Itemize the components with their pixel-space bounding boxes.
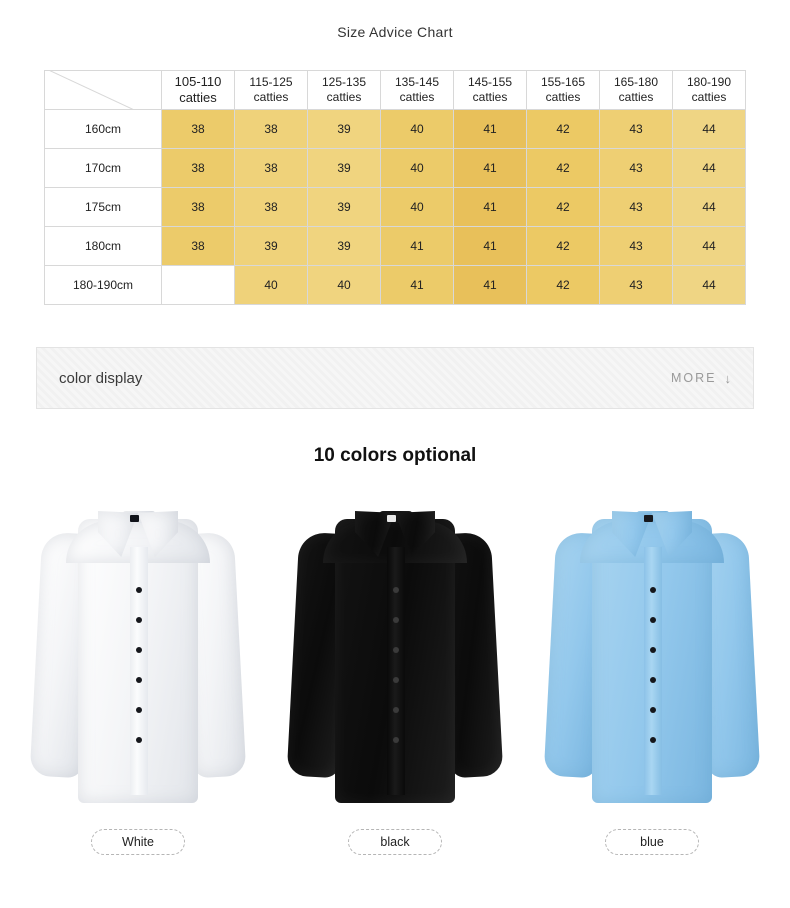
button-icon <box>136 707 142 713</box>
column-header-3: 135-145 catties <box>381 71 454 110</box>
cell-2-3: 40 <box>381 188 454 227</box>
cell-0-1: 38 <box>235 110 308 149</box>
product-caption-black: black <box>348 829 442 855</box>
shirt-placket <box>387 547 405 795</box>
row-label-0: 160cm <box>45 110 162 149</box>
button-icon <box>136 617 142 623</box>
brand-tag-icon <box>644 515 653 522</box>
cell-3-7: 44 <box>673 227 746 266</box>
cell-2-1: 38 <box>235 188 308 227</box>
page-title: Size Advice Chart <box>337 24 453 40</box>
cell-2-6: 43 <box>600 188 673 227</box>
table-corner-cell <box>45 71 162 110</box>
cell-2-2: 39 <box>308 188 381 227</box>
cell-1-0: 38 <box>162 149 235 188</box>
cell-0-5: 42 <box>527 110 600 149</box>
size-chart-section <box>44 70 746 305</box>
product-caption-blue: blue <box>605 829 699 855</box>
button-icon <box>650 587 656 593</box>
row-label-1: 170cm <box>45 149 162 188</box>
cell-4-6: 43 <box>600 266 673 305</box>
cell-2-5: 42 <box>527 188 600 227</box>
more-button[interactable] <box>671 371 731 386</box>
brand-tag-icon <box>387 515 396 522</box>
shirt-placket <box>644 547 662 795</box>
cell-2-0: 38 <box>162 188 235 227</box>
button-icon <box>650 647 656 653</box>
diagonal-divider-icon <box>45 71 161 109</box>
shirt-image-white <box>10 485 266 815</box>
button-icon <box>393 677 399 683</box>
table-row <box>45 188 746 227</box>
cell-1-7: 44 <box>673 149 746 188</box>
color-display-banner <box>36 347 754 409</box>
table-row <box>45 227 746 266</box>
cell-1-2: 39 <box>308 149 381 188</box>
column-header-7: 180-190 catties <box>673 71 746 110</box>
button-icon <box>136 677 142 683</box>
cell-0-7: 44 <box>673 110 746 149</box>
cell-4-0 <box>162 266 235 305</box>
cell-4-5: 42 <box>527 266 600 305</box>
cell-3-0: 38 <box>162 227 235 266</box>
colors-heading: 10 colors optional <box>313 445 477 466</box>
cell-1-5: 42 <box>527 149 600 188</box>
cell-3-2: 39 <box>308 227 381 266</box>
shirt-image-blue <box>524 485 780 815</box>
product-gallery <box>10 485 780 855</box>
color-display-label: color display <box>59 369 143 387</box>
table-row <box>45 149 746 188</box>
button-icon <box>393 707 399 713</box>
cell-1-3: 40 <box>381 149 454 188</box>
button-icon <box>650 617 656 623</box>
cell-4-4: 41 <box>454 266 527 305</box>
cell-0-2: 39 <box>308 110 381 149</box>
button-icon <box>650 737 656 743</box>
cell-2-7: 44 <box>673 188 746 227</box>
button-icon <box>136 737 142 743</box>
table-row <box>45 266 746 305</box>
cell-0-0: 38 <box>162 110 235 149</box>
cell-1-6: 43 <box>600 149 673 188</box>
product-card-black[interactable] <box>267 485 523 855</box>
brand-tag-icon <box>130 515 139 522</box>
cell-3-5: 42 <box>527 227 600 266</box>
cell-1-1: 38 <box>235 149 308 188</box>
cell-4-1: 40 <box>235 266 308 305</box>
cell-3-6: 43 <box>600 227 673 266</box>
size-advice-table <box>44 70 746 305</box>
button-icon <box>650 677 656 683</box>
cell-3-4: 41 <box>454 227 527 266</box>
cell-4-7: 44 <box>673 266 746 305</box>
column-header-2: 125-135 catties <box>308 71 381 110</box>
cell-0-3: 40 <box>381 110 454 149</box>
button-icon <box>650 707 656 713</box>
arrow-down-icon: ↓ <box>724 370 731 386</box>
more-label: MORE <box>671 371 717 385</box>
row-label-2: 175cm <box>45 188 162 227</box>
cell-3-1: 39 <box>235 227 308 266</box>
shirt-image-black <box>267 485 523 815</box>
column-header-4: 145-155 catties <box>454 71 527 110</box>
shirt-placket <box>130 547 148 795</box>
button-icon <box>136 587 142 593</box>
table-row <box>45 110 746 149</box>
cell-0-6: 43 <box>600 110 673 149</box>
button-icon <box>393 737 399 743</box>
button-icon <box>136 647 142 653</box>
product-caption-white: White <box>91 829 185 855</box>
cell-3-3: 41 <box>381 227 454 266</box>
column-header-6: 165-180 catties <box>600 71 673 110</box>
cell-1-4: 41 <box>454 149 527 188</box>
column-header-0: 105-110 catties <box>162 71 235 110</box>
column-header-5: 155-165 catties <box>527 71 600 110</box>
cell-0-4: 41 <box>454 110 527 149</box>
row-label-3: 180cm <box>45 227 162 266</box>
table-header-row <box>45 71 746 110</box>
button-icon <box>393 587 399 593</box>
product-card-blue[interactable] <box>524 485 780 855</box>
product-card-white[interactable] <box>10 485 266 855</box>
button-icon <box>393 647 399 653</box>
cell-4-2: 40 <box>308 266 381 305</box>
cell-2-4: 41 <box>454 188 527 227</box>
button-icon <box>393 617 399 623</box>
cell-4-3: 41 <box>381 266 454 305</box>
row-label-4: 180-190cm <box>45 266 162 305</box>
column-header-1: 115-125 catties <box>235 71 308 110</box>
